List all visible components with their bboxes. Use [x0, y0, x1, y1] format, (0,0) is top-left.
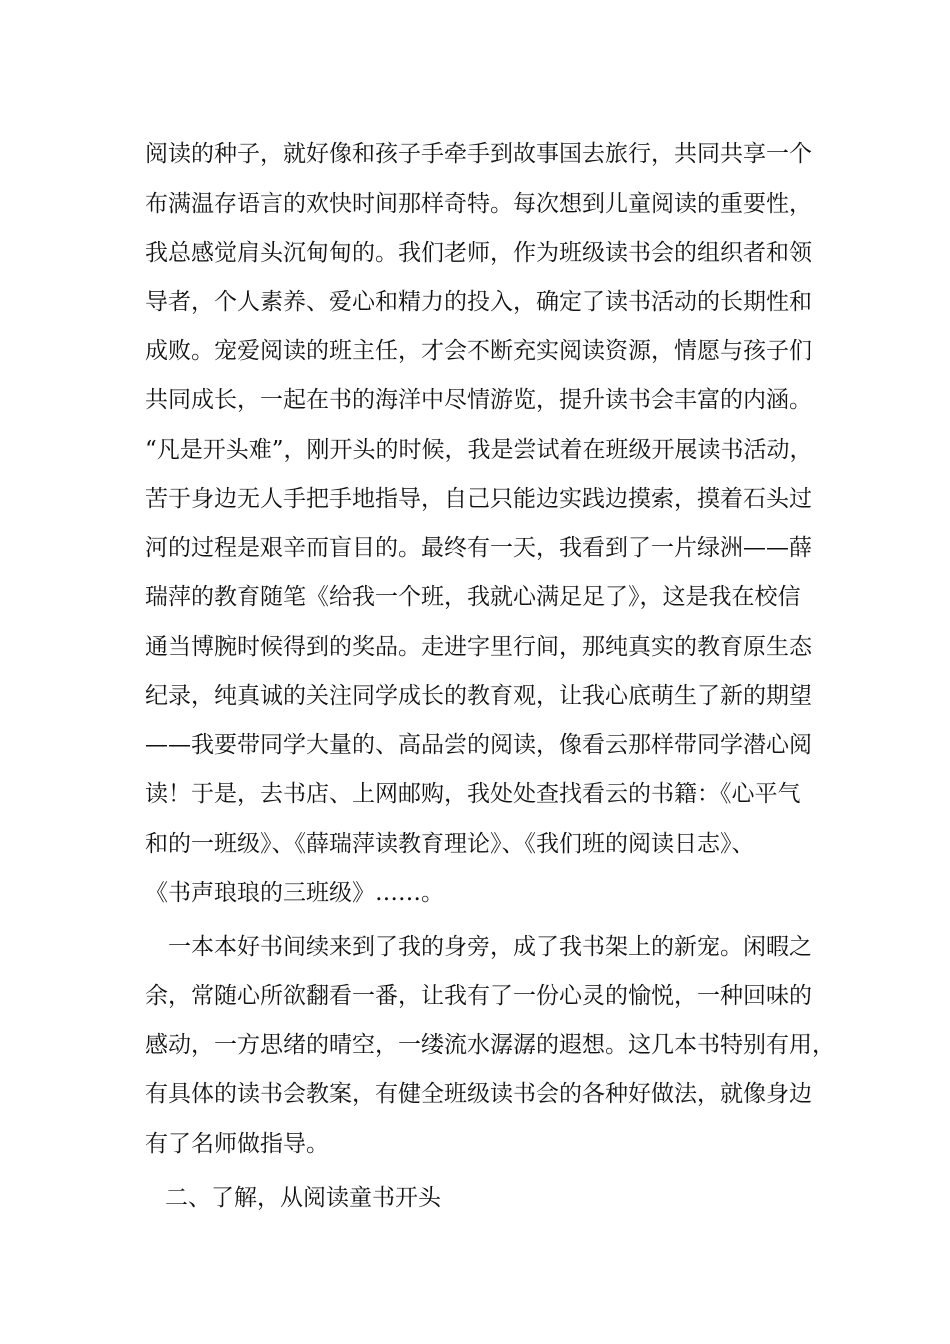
paragraph-line: 河的过程是艰辛而盲目的。最终有一天，我看到了一片绿洲——薛 [145, 535, 812, 561]
paragraph-line: 读！于是，去书店、上网邮购，我处处查找看云的书籍：《心平气 [145, 781, 801, 807]
paragraph-line: 我总感觉肩头沉甸甸的。我们老师，作为班级读书会的组织者和领 [145, 240, 812, 266]
paragraph-line: 有了名师做指导。 [145, 1131, 329, 1157]
paragraph-line: 布满温存语言的欢快时间那样奇特。每次想到儿童阅读的重要性， [145, 191, 812, 217]
paragraph-line: 成败。宠爱阅读的班主任，才会不断充实阅读资源，情愿与孩子们 [145, 338, 812, 364]
paragraph-line: 《书声琅琅的三班级》……。 [145, 880, 444, 906]
paragraph-line: 导者，个人素养、爱心和精力的投入，确定了读书活动的长期性和 [145, 289, 812, 315]
paragraph-line: 苦于身边无人手把手地指导，自己只能边实践边摸索，摸着石头过 [145, 486, 812, 512]
paragraph-line: 纪录，纯真诚的关注同学成长的教育观，让我心底萌生了新的期望 [145, 683, 812, 709]
paragraph-line: 和的一班级》、《薛瑞萍读教育理论》、《我们班的阅读日志》、 [145, 831, 755, 857]
paragraph-line: 有具体的读书会教案，有健全班级读书会的各种好做法，就像身边 [145, 1081, 812, 1107]
paragraph-line: 瑞萍的教育随笔《给我一个班，我就心满足足了》，这是我在校信 [145, 584, 801, 610]
paragraph-line: “凡是开头难”，刚开头的时候，我是尝试着在班级开展读书活动， [145, 437, 813, 463]
paragraph-line: 感动，一方思绪的晴空，一缕流水潺潺的遐想。这几本书特别有用， [145, 1032, 835, 1058]
paragraph-line: 阅读的种子，就好像和孩子手牵手到故事国去旅行，共同共享一个 [145, 141, 812, 167]
paragraph-line: 一本本好书间续来到了我的身旁，成了我书架上的新宠。闲暇之 [168, 934, 812, 960]
paragraph-line: ——我要带同学大量的、高品尝的阅读，像看云那样带同学潜心阅 [145, 732, 812, 758]
paragraph-line: 余，常随心所欲翻看一番，让我有了一份心灵的愉悦，一种回味的 [145, 983, 812, 1009]
paragraph-line: 通当博腕时候得到的奖品。走进字里行间，那纯真实的教育原生态 [145, 634, 812, 660]
section-heading: 二、了解，从阅读童书开头 [165, 1185, 441, 1211]
paragraph-line: 共同成长，一起在书的海洋中尽情游览，提升读书会丰富的内涵。 [145, 387, 812, 413]
